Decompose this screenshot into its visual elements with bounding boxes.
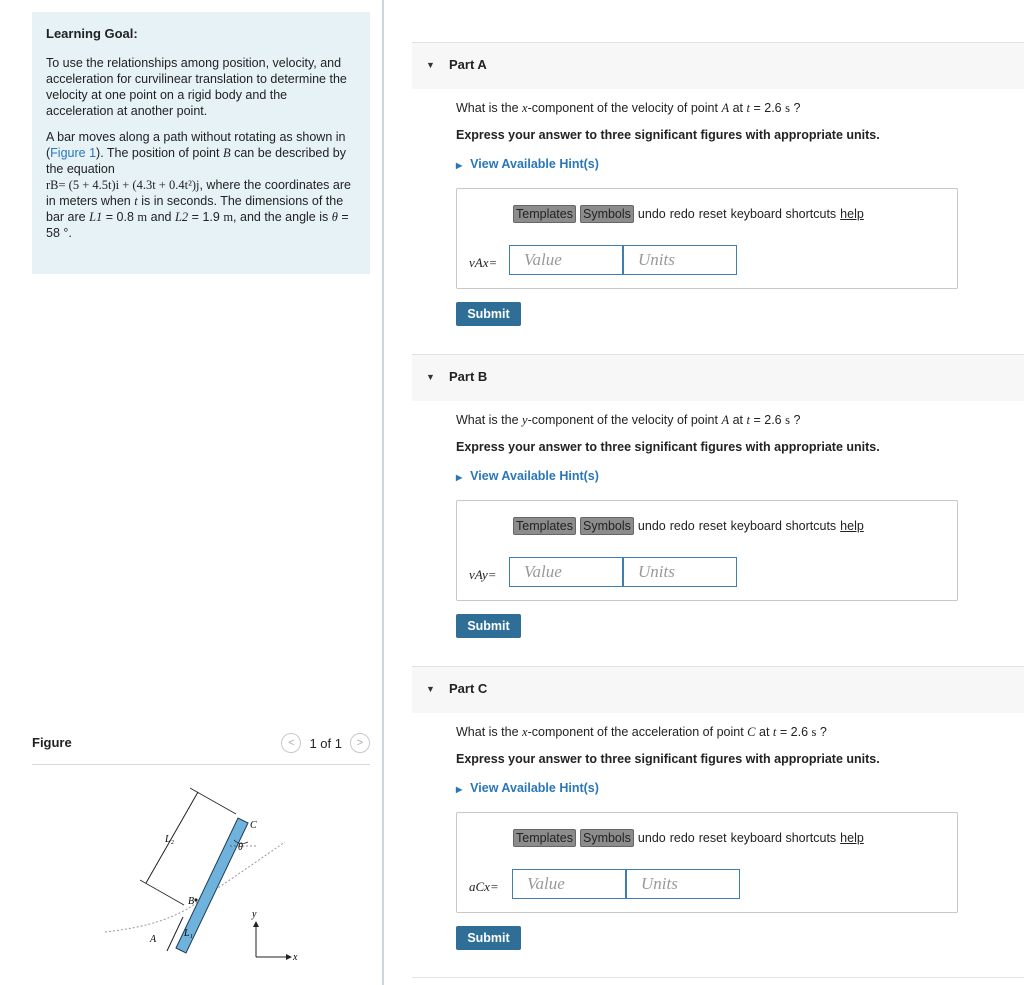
label-L1: L₁ <box>184 928 194 939</box>
hint-label: View Available Hint(s) <box>470 157 599 171</box>
part-label: Part B <box>449 369 488 384</box>
q-text: at <box>732 413 744 427</box>
q-value: = 2.6 <box>779 725 809 739</box>
column-divider <box>382 0 384 985</box>
answer-variable-label: vAx= <box>469 255 498 270</box>
label-B: B <box>188 896 195 907</box>
templates-button[interactable]: Templates <box>513 517 576 535</box>
x-arrow <box>286 954 292 960</box>
part-a-hint-link[interactable] <box>456 157 599 171</box>
hint-label: View Available Hint(s) <box>470 781 599 795</box>
math-toolbar <box>513 205 864 223</box>
figure-label: Figure <box>32 735 72 750</box>
desc-part: , where the coordinates are in meters when <box>46 178 351 208</box>
label-theta: θ <box>238 842 243 853</box>
part-a-question <box>456 101 800 116</box>
figure-link[interactable]: Figure 1 <box>50 146 97 160</box>
reset-button[interactable]: reset <box>698 207 727 221</box>
q-unit: s <box>811 725 817 739</box>
part-c-question <box>456 725 827 740</box>
q-value: = 2.6 <box>753 413 782 427</box>
caret-down-icon: ▼ <box>426 60 435 70</box>
part-c-header[interactable] <box>412 666 1024 713</box>
part-a-header[interactable] <box>412 42 1024 89</box>
caret-down-icon: ▼ <box>426 684 435 694</box>
part-label: Part C <box>449 681 488 696</box>
q-point: A <box>721 413 730 427</box>
part-b-header[interactable] <box>412 354 1024 401</box>
symbols-button[interactable]: Symbols <box>580 517 634 535</box>
part-a-instructions: Express your answer to three significant figures with appropriate units. <box>456 128 880 142</box>
q-point: C <box>747 725 756 739</box>
units-input[interactable]: Units <box>626 869 740 899</box>
prev-figure-button[interactable] <box>281 733 301 753</box>
figure-header <box>32 728 370 765</box>
caret-down-icon: ▼ <box>426 372 435 382</box>
help-link[interactable]: help <box>840 207 864 221</box>
hint-label: View Available Hint(s) <box>470 469 599 483</box>
point-B <box>194 898 197 901</box>
q-text: -component of the velocity of point <box>527 101 718 115</box>
units-input[interactable]: Units <box>623 557 737 587</box>
desc-part: can be described by the equation <box>46 146 346 176</box>
help-link[interactable]: help <box>840 831 864 845</box>
desc-part: is in seconds. The dimensions of the bar are <box>46 194 344 224</box>
part-b-answer-box <box>456 500 958 601</box>
redo-button[interactable]: redo <box>669 207 695 221</box>
unit-m: m <box>223 210 234 224</box>
var-L2: L2 <box>174 210 189 224</box>
answer-variable-label: vAy= <box>469 567 497 582</box>
undo-button[interactable]: undo <box>637 207 666 221</box>
next-figure-button[interactable] <box>350 733 370 753</box>
part-label: Part A <box>449 57 487 72</box>
learning-goal-text: To use the relationships among position, velocity, and acceleration for curvilinear translation to determine the velocity at one point on a rigid body and the acceleration at another point. <box>46 56 347 118</box>
q-text: ? <box>793 413 801 427</box>
var-theta: θ <box>331 210 338 224</box>
q-point: A <box>721 101 730 115</box>
caret-right-icon: ▶ <box>456 161 463 170</box>
bottom-divider <box>412 977 1024 978</box>
pager-text: 1 of 1 <box>309 735 342 751</box>
q-var: x <box>522 101 528 115</box>
keyboard-shortcuts-link[interactable]: keyboard shortcuts <box>730 207 837 221</box>
undo-button[interactable]: undo <box>637 519 666 533</box>
chevron-left-icon: < <box>288 737 295 749</box>
q-value: = 2.6 <box>753 101 782 115</box>
part-c-instructions: Express your answer to three significant figures with appropriate units. <box>456 752 880 766</box>
units-input[interactable]: Units <box>623 245 737 275</box>
label-x: x <box>293 952 298 963</box>
redo-button[interactable]: redo <box>669 519 695 533</box>
part-c-hint-link[interactable] <box>456 781 599 795</box>
label-A: A <box>150 934 157 945</box>
templates-button[interactable]: Templates <box>513 829 576 847</box>
q-text: -component of the velocity of point <box>527 413 718 427</box>
unit-m: m <box>137 210 148 224</box>
q-text: ? <box>793 101 801 115</box>
symbols-button[interactable]: Symbols <box>580 829 634 847</box>
desc-part: and <box>150 210 172 224</box>
q-t: t <box>772 725 777 739</box>
L2-value: = 1.9 <box>191 210 220 224</box>
symbols-button[interactable]: Symbols <box>580 205 634 223</box>
chevron-right-icon: > <box>356 737 364 749</box>
var-B: B <box>222 146 231 160</box>
value-input[interactable]: Value <box>509 557 623 587</box>
caret-right-icon: ▶ <box>456 785 463 794</box>
answer-variable-label: aCx= <box>469 879 499 894</box>
redo-button[interactable]: redo <box>669 831 695 845</box>
help-link[interactable]: help <box>840 519 864 533</box>
part-b-question <box>456 413 800 428</box>
templates-button[interactable]: Templates <box>513 205 576 223</box>
theta-value: = 58 °. <box>46 210 349 240</box>
learning-goal-box <box>32 12 370 274</box>
q-text: at <box>732 101 744 115</box>
label-L2: L₂ <box>165 834 175 845</box>
bar-figure <box>100 780 310 965</box>
part-b-instructions: Express your answer to three significant figures with appropriate units. <box>456 440 880 454</box>
left-panel <box>0 0 383 985</box>
q-var: y <box>522 413 528 427</box>
position-equation: rB= (5 + 4.5t)i + (4.3t + 0.4t²)j <box>46 178 200 192</box>
desc-part: A bar moves along a path without rotating as shown in ( <box>46 130 346 160</box>
keyboard-shortcuts-link[interactable]: keyboard shortcuts <box>730 519 837 533</box>
q-text: ? <box>819 725 827 739</box>
value-input[interactable]: Value <box>509 245 623 275</box>
desc-part: ). The position of point <box>96 146 220 160</box>
part-a-answer-box <box>456 188 958 289</box>
reset-button[interactable]: reset <box>698 519 727 533</box>
problem-description <box>46 129 356 241</box>
y-arrow <box>253 921 259 927</box>
L2-ext-line <box>140 880 184 905</box>
L1-value: = 0.8 <box>105 210 134 224</box>
value-input[interactable]: Value <box>512 869 626 899</box>
math-toolbar <box>513 829 864 847</box>
math-toolbar <box>513 517 864 535</box>
keyboard-shortcuts-link[interactable]: keyboard shortcuts <box>730 831 837 845</box>
caret-right-icon: ▶ <box>456 473 463 482</box>
q-unit: s <box>785 101 790 115</box>
desc-part: , and the angle is <box>233 210 329 224</box>
q-var: x <box>522 725 528 739</box>
figure-pager <box>281 733 370 753</box>
label-y: y <box>252 909 257 920</box>
q-unit: s <box>785 413 790 427</box>
label-C: C <box>250 820 257 831</box>
var-L1: L1 <box>89 210 103 224</box>
part-b-hint-link[interactable] <box>456 469 599 483</box>
q-text: What is the <box>456 413 519 427</box>
q-text: -component of the acceleration of point <box>527 725 744 739</box>
reset-button[interactable]: reset <box>698 831 727 845</box>
part-b-submit-button[interactable]: Submit <box>456 614 521 638</box>
part-c-submit-button[interactable]: Submit <box>456 926 521 950</box>
L2-ext-line <box>190 788 236 814</box>
q-text: at <box>759 725 770 739</box>
learning-goal-title: Learning Goal: <box>46 26 138 41</box>
var-t: t <box>134 194 138 208</box>
q-t: t <box>746 413 750 427</box>
part-c-answer-box <box>456 812 958 913</box>
q-text: What is the <box>456 725 519 739</box>
q-text: What is the <box>456 101 519 115</box>
part-a-submit-button[interactable]: Submit <box>456 302 521 326</box>
undo-button[interactable]: undo <box>637 831 666 845</box>
q-t: t <box>746 101 750 115</box>
